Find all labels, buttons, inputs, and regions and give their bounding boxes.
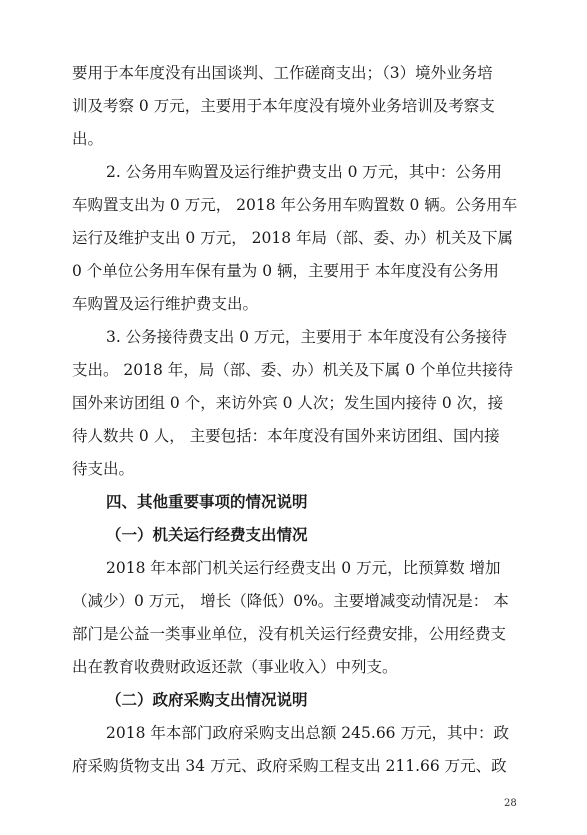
vehicle-paragraph-line: 2. 公务用车购置及运行维护费支出 0 万元，其中：公务用: [106, 163, 502, 181]
vehicle-paragraph-line: 车购置及运行维护费支出。: [72, 295, 259, 313]
section-heading: 四、其他重要事项的情况说明: [106, 492, 308, 511]
operating-expense-paragraph-line: 出在教育收费财政返还款（事业收入）中列支。: [72, 658, 398, 676]
page-number: 28: [504, 798, 517, 809]
vehicle-paragraph-line: 运行及维护支出 0 万元， 2018 年局（部、委、办）机关及下属: [72, 229, 514, 247]
paragraph-line: 训及考察 0 万元，主要用于本年度没有境外业务培训及考察支: [72, 97, 495, 115]
reception-paragraph-line: 待支出。: [72, 460, 135, 478]
paragraph-line: 要用于本年度没有出国谈判、工作磋商支出；（3）境外业务培: [72, 64, 493, 82]
reception-paragraph-line: 国外来访团组 0 个，来访外宾 0 人次；发生国内接待 0 次，接: [72, 394, 504, 412]
subsection-heading: （二）政府采购支出情况说明: [106, 690, 308, 709]
paragraph-line: 出。: [72, 130, 104, 148]
operating-expense-paragraph-line: （减少）0 万元， 增长（降低）0%。主要增减变动情况是： 本: [72, 592, 509, 610]
vehicle-paragraph-line: 0 个单位公务用车保有量为 0 辆，主要用于 本年度没有公务用: [72, 262, 499, 280]
procurement-paragraph-line: 2018 年本部门政府采购支出总额 245.66 万元，其中：政: [106, 724, 509, 742]
operating-expense-paragraph-line: 部门是公益一类事业单位，没有机关运行经费安排，公用经费支: [72, 625, 507, 643]
vehicle-paragraph-line: 车购置支出为 0 万元， 2018 年公务用车购置数 0 辆。公务用车: [72, 196, 518, 214]
procurement-paragraph-line: 府采购货物支出 34 万元、政府采购工程支出 211.66 万元、政: [72, 757, 507, 775]
reception-paragraph-line: 3. 公务接待费支出 0 万元，主要用于 本年度没有公务接待: [106, 328, 507, 346]
subsection-heading: （一）机关运行经费支出情况: [106, 525, 308, 544]
reception-paragraph-line: 支出。 2018 年，局（部、委、办）机关及下属 0 个单位共接待: [72, 361, 514, 379]
operating-expense-paragraph-line: 2018 年本部门机关运行经费支出 0 万元，比预算数 增加: [106, 559, 501, 577]
reception-paragraph-line: 待人数共 0 人， 主要包括：本年度没有国外来访团组、国内接: [72, 427, 500, 445]
